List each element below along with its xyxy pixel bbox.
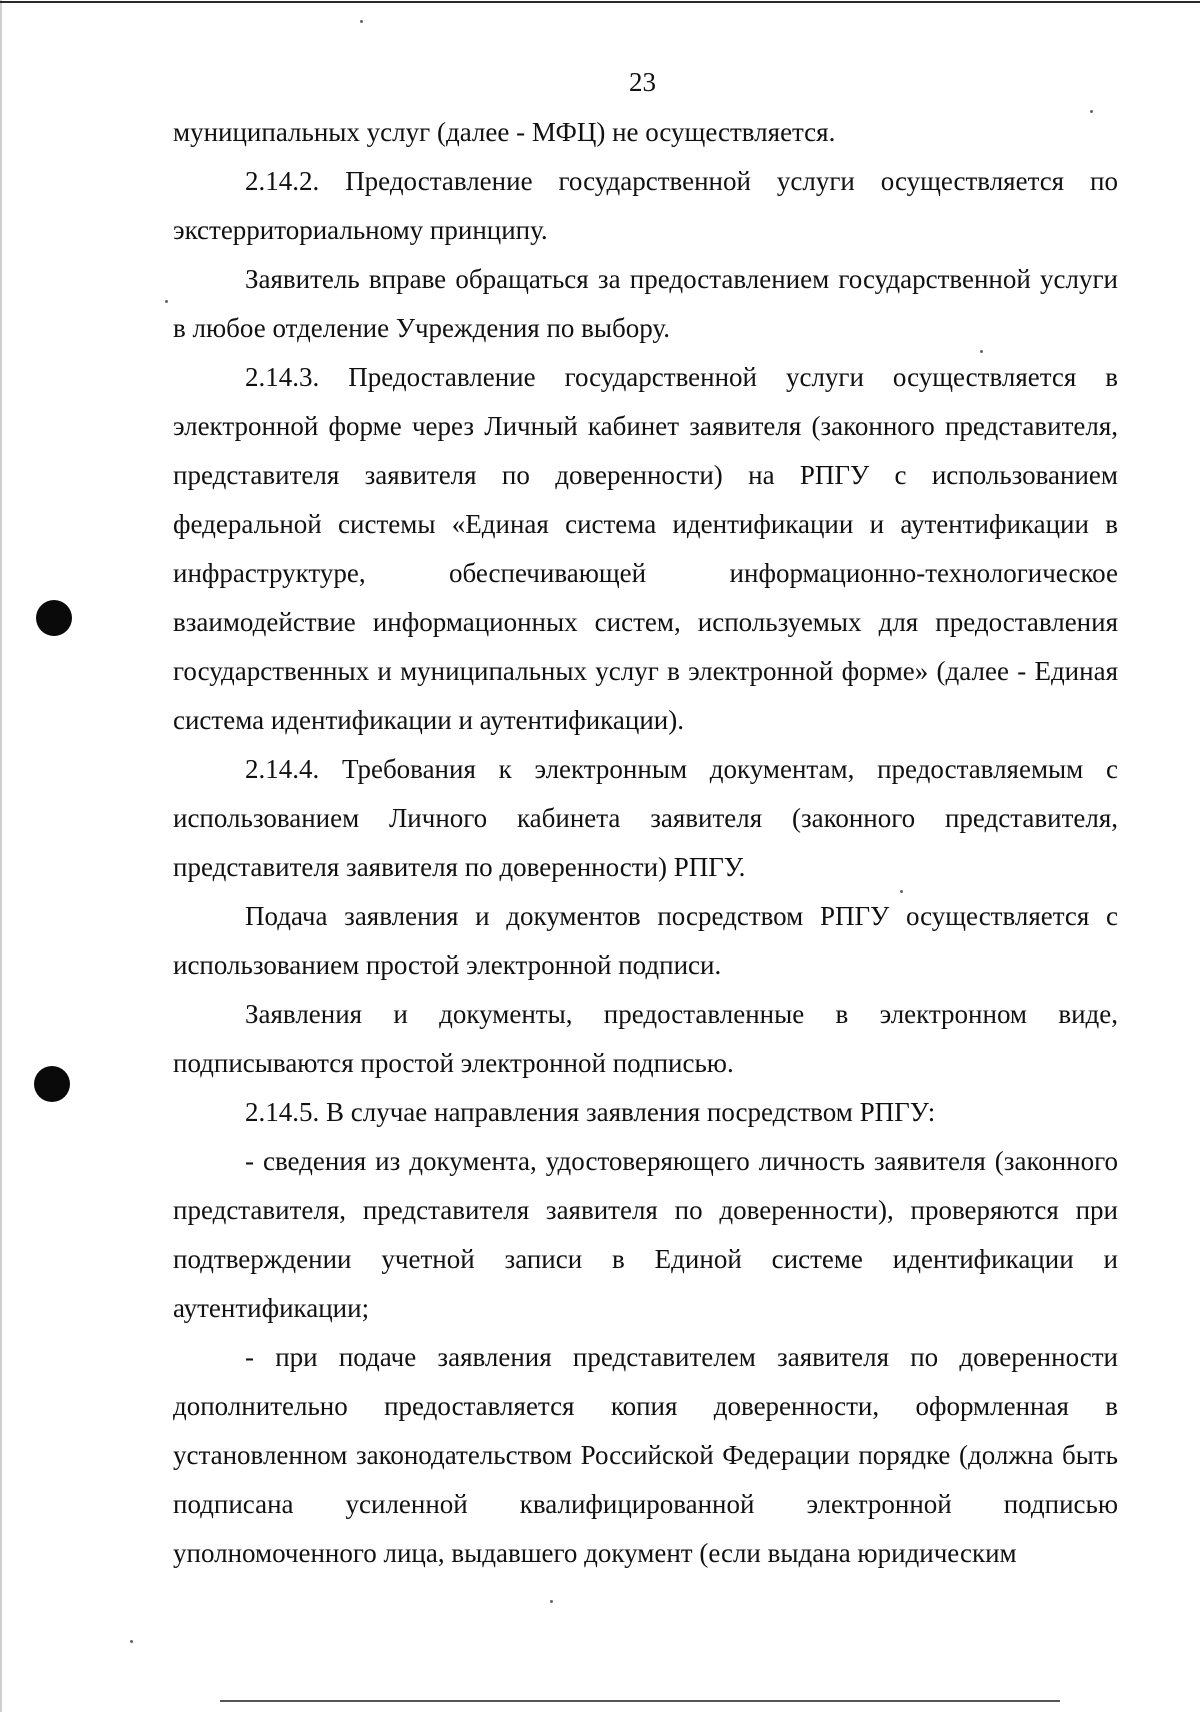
punch-hole-icon xyxy=(36,600,72,636)
document-body xyxy=(173,108,1118,1578)
list-item-identity-check: - сведения из документа, удостоверяющего личность заявителя (законного представителя, представителя заявителя по доверенности), проверяются при подтверждении учетной записи в Единой системе идентификации и аутентификации; xyxy=(173,1146,1118,1323)
paragraph-2-14-5: 2.14.5. В случае направления заявления посредством РПГУ: xyxy=(245,1097,936,1127)
scan-speck xyxy=(130,1640,133,1643)
paragraph-2-14-4: 2.14.4. Требования к электронным документам, предоставляемым с использованием Личного кабинета заявителя (законного представителя, представителя заявителя по доверенности) РПГУ. xyxy=(173,754,1118,882)
paragraph-continuation: муниципальных услуг (далее - МФЦ) не осуществляется. xyxy=(173,117,836,147)
punch-hole-icon xyxy=(34,1066,70,1102)
paragraph-2-14-3: 2.14.3. Предоставление государственной услуги осуществляется в электронной форме через Личный кабинет заявителя (законного представителя, представителя заявителя по доверенности) на РПГУ с использованием федеральной системы «Единая система идентификации и аутентификации в инфраструктуре, обеспечивающей информационно-технологическое взаимодействие информационных систем, используемых для предоставления государственных и муниципальных услуг в электронной форме» (далее - Единая система идентификации и аутентификации). xyxy=(173,362,1118,735)
scan-speck xyxy=(165,300,168,303)
scan-bottom-line xyxy=(220,1700,1060,1702)
list-item-power-of-attorney: - при подаче заявления представителем заявителя по доверенности дополнительно предоставляется копия доверенности, оформленная в установленном законодательством Российской Федерации порядке (должна быть подписана усиленной квалифицированной электронной подписью уполномоченного лица, выдавшего документ (если выдана юридическим xyxy=(173,1342,1118,1568)
scan-left-edge xyxy=(0,0,2,1712)
scan-top-border xyxy=(0,1,1200,3)
scan-speck xyxy=(550,1600,553,1603)
scan-speck xyxy=(360,20,363,23)
paragraph-2-14-2: 2.14.2. Предоставление государственной услуги осуществляется по экстерриториальному принципу. xyxy=(173,166,1118,245)
page-number: 23 xyxy=(629,67,656,97)
paragraph-documents-signed: Заявления и документы, предоставленные в электронном виде, подписываются простой электронной подписью. xyxy=(173,999,1118,1078)
paragraph-applicant-rights: Заявитель вправе обращаться за предоставлением государственной услуги в любое отделение Учреждения по выбору. xyxy=(173,264,1118,343)
paragraph-submission-signature: Подача заявления и документов посредством РПГУ осуществляется с использованием простой электронной подписи. xyxy=(173,901,1118,980)
